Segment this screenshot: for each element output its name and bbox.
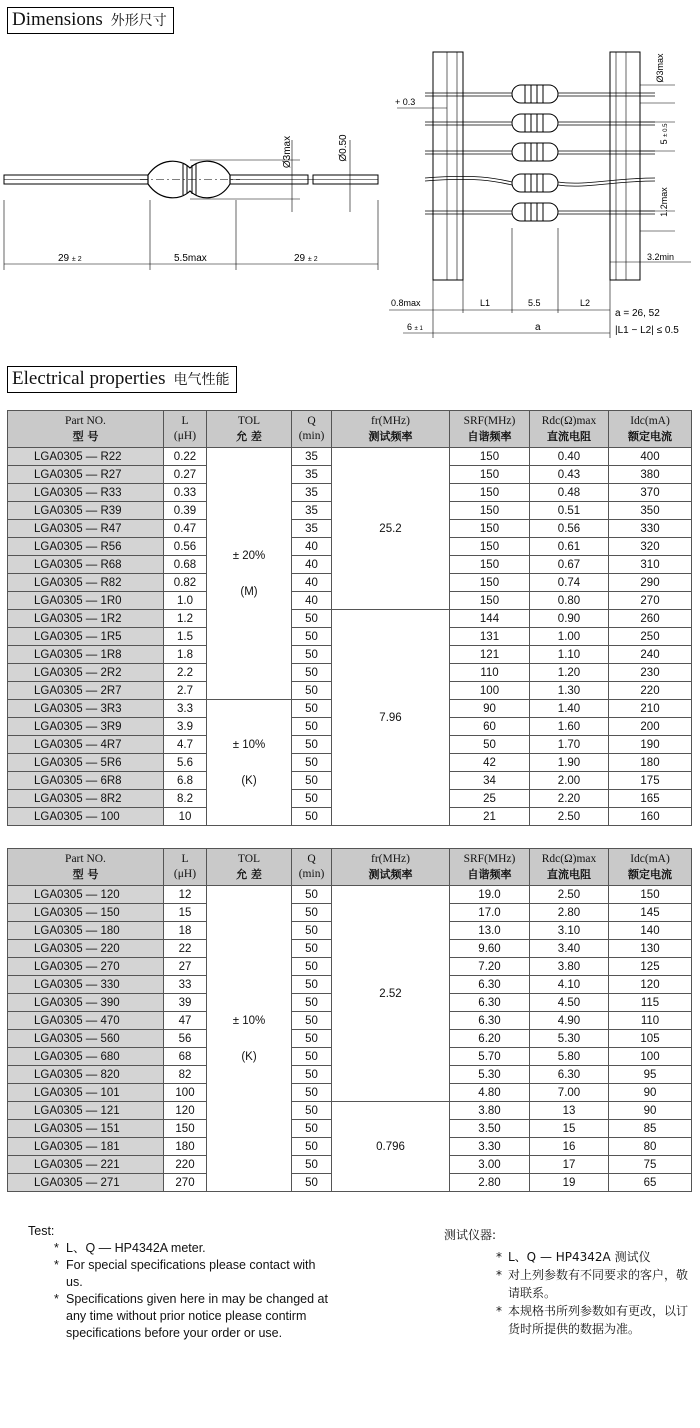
cell-rdc: 1.00 <box>530 628 609 646</box>
cell-q: 50 <box>292 940 332 958</box>
cell-q: 40 <box>292 538 332 556</box>
cell-idc: 175 <box>609 772 692 790</box>
header-rdc: Rdc(Ω)max 直流电阻 <box>530 411 609 448</box>
header-srf: SRF(MHz) 自谐频率 <box>450 411 530 448</box>
cell-q: 50 <box>292 1048 332 1066</box>
cell-q: 50 <box>292 736 332 754</box>
cell-idc: 100 <box>609 1048 692 1066</box>
cell-idc: 130 <box>609 940 692 958</box>
cell-inductance: 22 <box>164 940 207 958</box>
table-row <box>8 886 692 904</box>
cell-idc: 85 <box>609 1120 692 1138</box>
cell-rdc: 1.20 <box>530 664 609 682</box>
test-notes-title-cn: 测试仪器: <box>444 1228 497 1242</box>
header-fr: fr(MHz) 测试频率 <box>332 411 450 448</box>
cell-q: 50 <box>292 808 332 826</box>
header-srf: SRF(MHz) 自谐频率 <box>450 849 530 886</box>
cell-srf: 6.20 <box>450 1030 530 1048</box>
cell-srf: 6.30 <box>450 976 530 994</box>
cell-idc: 210 <box>609 700 692 718</box>
cell-srf: 4.80 <box>450 1084 530 1102</box>
cell-q: 50 <box>292 958 332 976</box>
electrical-title <box>7 366 237 393</box>
cell-part-no: LGA0305 — 151 <box>8 1120 164 1138</box>
cell-rdc: 0.80 <box>530 592 609 610</box>
cell-srf: 21 <box>450 808 530 826</box>
cell-inductance: 82 <box>164 1066 207 1084</box>
cell-part-no: LGA0305 — R39 <box>8 502 164 520</box>
cell-inductance: 39 <box>164 994 207 1012</box>
cell-rdc: 0.61 <box>530 538 609 556</box>
cell-idc: 115 <box>609 994 692 1012</box>
cell-idc: 95 <box>609 1066 692 1084</box>
cell-srf: 7.20 <box>450 958 530 976</box>
cell-rdc: 0.43 <box>530 466 609 484</box>
cell-inductance: 8.2 <box>164 790 207 808</box>
cell-tolerance: ± 10% (K) <box>207 700 292 826</box>
cell-part-no: LGA0305 — 6R8 <box>8 772 164 790</box>
cell-idc: 350 <box>609 502 692 520</box>
cell-q: 50 <box>292 1012 332 1030</box>
cell-rdc: 2.50 <box>530 808 609 826</box>
dimension-drawing-taping <box>385 38 695 343</box>
cell-part-no: LGA0305 — 820 <box>8 1066 164 1084</box>
cell-inductance: 270 <box>164 1174 207 1192</box>
cell-rdc: 0.67 <box>530 556 609 574</box>
cell-idc: 240 <box>609 646 692 664</box>
cell-inductance: 3.3 <box>164 700 207 718</box>
note-a-values: a = 26, 52 <box>615 308 660 319</box>
cell-rdc: 1.30 <box>530 682 609 700</box>
cell-rdc: 5.30 <box>530 1030 609 1048</box>
cell-rdc: 4.10 <box>530 976 609 994</box>
cell-part-no: LGA0305 — 3R9 <box>8 718 164 736</box>
header-fr: fr(MHz) 测试频率 <box>332 849 450 886</box>
cell-srf: 34 <box>450 772 530 790</box>
cell-idc: 230 <box>609 664 692 682</box>
cell-inductance: 0.68 <box>164 556 207 574</box>
cell-inductance: 1.8 <box>164 646 207 664</box>
cell-idc: 180 <box>609 754 692 772</box>
cell-srf: 150 <box>450 574 530 592</box>
cell-srf: 150 <box>450 556 530 574</box>
dim-l2: L2 <box>580 298 591 308</box>
cell-srf: 150 <box>450 502 530 520</box>
cell-q: 50 <box>292 772 332 790</box>
cell-srf: 150 <box>450 592 530 610</box>
cell-srf: 150 <box>450 520 530 538</box>
cell-part-no: LGA0305 — 1R8 <box>8 646 164 664</box>
cell-inductance: 0.39 <box>164 502 207 520</box>
cell-q: 35 <box>292 466 332 484</box>
dim-lead-diameter: Ø0.50 <box>338 134 349 162</box>
cell-q: 50 <box>292 1174 332 1192</box>
table-header-row <box>8 849 692 886</box>
cell-idc: 320 <box>609 538 692 556</box>
cell-inductance: 0.33 <box>164 484 207 502</box>
cell-rdc: 15 <box>530 1120 609 1138</box>
table-row <box>8 1102 692 1120</box>
cell-part-no: LGA0305 — R22 <box>8 448 164 466</box>
cell-part-no: LGA0305 — 150 <box>8 904 164 922</box>
cell-inductance: 27 <box>164 958 207 976</box>
cell-rdc: 7.00 <box>530 1084 609 1102</box>
header-l: L (μH) <box>164 411 207 448</box>
cell-q: 35 <box>292 448 332 466</box>
note-item: * For special specifications please contact with us. <box>54 1258 316 1289</box>
cell-part-no: LGA0305 — 2R2 <box>8 664 164 682</box>
cell-part-no: LGA0305 — R68 <box>8 556 164 574</box>
cell-test-frequency: 25.2 <box>332 448 450 610</box>
cell-idc: 125 <box>609 958 692 976</box>
cell-idc: 370 <box>609 484 692 502</box>
cell-srf: 19.0 <box>450 886 530 904</box>
cell-rdc: 1.10 <box>530 646 609 664</box>
cell-q: 50 <box>292 1120 332 1138</box>
cell-inductance: 1.0 <box>164 592 207 610</box>
cell-part-no: LGA0305 — 2R7 <box>8 682 164 700</box>
cell-part-no: LGA0305 — 180 <box>8 922 164 940</box>
cell-rdc: 0.56 <box>530 520 609 538</box>
cell-q: 50 <box>292 610 332 628</box>
cell-rdc: 2.20 <box>530 790 609 808</box>
cell-inductance: 180 <box>164 1138 207 1156</box>
cell-inductance: 0.22 <box>164 448 207 466</box>
cell-q: 50 <box>292 718 332 736</box>
cell-part-no: LGA0305 — 181 <box>8 1138 164 1156</box>
cell-idc: 220 <box>609 682 692 700</box>
cell-part-no: LGA0305 — 390 <box>8 994 164 1012</box>
cell-rdc: 2.50 <box>530 886 609 904</box>
cell-srf: 150 <box>450 466 530 484</box>
cell-rdc: 4.90 <box>530 1012 609 1030</box>
cell-q: 50 <box>292 1156 332 1174</box>
cell-q: 35 <box>292 484 332 502</box>
cell-test-frequency: 7.96 <box>332 610 450 826</box>
cell-srf: 3.80 <box>450 1102 530 1120</box>
dim-lead-right: 29 ± 2 <box>294 253 318 264</box>
cell-part-no: LGA0305 — 120 <box>8 886 164 904</box>
dim-a: a <box>535 322 541 333</box>
table-row <box>8 448 692 466</box>
test-notes-cn <box>444 1226 694 1338</box>
cell-part-no: LGA0305 — 121 <box>8 1102 164 1120</box>
cell-idc: 260 <box>609 610 692 628</box>
cell-inductance: 2.2 <box>164 664 207 682</box>
cell-srf: 3.50 <box>450 1120 530 1138</box>
cell-tolerance: ± 20% (M) <box>207 448 292 700</box>
cell-rdc: 1.90 <box>530 754 609 772</box>
cell-inductance: 0.82 <box>164 574 207 592</box>
cell-rdc: 0.40 <box>530 448 609 466</box>
dim-tape-diameter: Ø3max <box>655 53 665 83</box>
dimension-drawing-left <box>0 100 390 280</box>
cell-part-no: LGA0305 — R47 <box>8 520 164 538</box>
cell-part-no: LGA0305 — 470 <box>8 1012 164 1030</box>
cell-part-no: LGA0305 — 1R5 <box>8 628 164 646</box>
table-header-row <box>8 411 692 448</box>
cell-q: 50 <box>292 1084 332 1102</box>
cell-inductance: 4.7 <box>164 736 207 754</box>
cell-srf: 121 <box>450 646 530 664</box>
cell-tolerance: ± 10% (K) <box>207 886 292 1192</box>
dim-body-length-tape: 5.5 <box>528 298 541 308</box>
cell-q: 50 <box>292 1066 332 1084</box>
dimensions-title-en: Dimensions <box>12 9 103 30</box>
cell-part-no: LGA0305 — 270 <box>8 958 164 976</box>
test-notes-title: Test: <box>28 1224 55 1238</box>
cell-idc: 150 <box>609 886 692 904</box>
cell-test-frequency: 0.796 <box>332 1102 450 1192</box>
note-item-cn: * 本规格书所列参数如有更改，以订货时所提供的数据为准。 <box>496 1304 689 1336</box>
cell-idc: 90 <box>609 1102 692 1120</box>
cell-idc: 200 <box>609 718 692 736</box>
cell-srf: 90 <box>450 700 530 718</box>
cell-idc: 250 <box>609 628 692 646</box>
cell-idc: 380 <box>609 466 692 484</box>
dim-body-diameter: Ø3max <box>282 135 293 169</box>
cell-q: 50 <box>292 646 332 664</box>
cell-srf: 6.30 <box>450 1012 530 1030</box>
note-item: * Specifications given here in may be changed at any time without prior notice please contirm specifications before your order or use. <box>54 1292 328 1340</box>
cell-q: 40 <box>292 574 332 592</box>
cell-part-no: LGA0305 — R56 <box>8 538 164 556</box>
cell-srf: 13.0 <box>450 922 530 940</box>
cell-inductance: 18 <box>164 922 207 940</box>
cell-idc: 140 <box>609 922 692 940</box>
cell-srf: 2.80 <box>450 1174 530 1192</box>
header-tol: TOL 允 差 <box>207 411 292 448</box>
cell-srf: 110 <box>450 664 530 682</box>
cell-part-no: LGA0305 — 1R2 <box>8 610 164 628</box>
cell-idc: 290 <box>609 574 692 592</box>
header-tol: TOL 允 差 <box>207 849 292 886</box>
cell-q: 50 <box>292 994 332 1012</box>
note-l-difference: |L1 − L2| ≤ 0.5 <box>615 325 679 336</box>
header-part: Part NO. 型 号 <box>8 411 164 448</box>
cell-idc: 105 <box>609 1030 692 1048</box>
cell-part-no: LGA0305 — 1R0 <box>8 592 164 610</box>
note-item-cn: * L、Q — HP4342A 测试仪 <box>496 1250 651 1264</box>
header-q: Q (min) <box>292 849 332 886</box>
dimensions-title-cn: 外形尺寸 <box>110 13 167 29</box>
cell-srf: 150 <box>450 448 530 466</box>
cell-q: 35 <box>292 502 332 520</box>
electrical-table-2 <box>7 848 692 1192</box>
cell-inductance: 120 <box>164 1102 207 1120</box>
cell-srf: 3.30 <box>450 1138 530 1156</box>
electrical-title-cn: 电气性能 <box>173 372 230 388</box>
cell-idc: 75 <box>609 1156 692 1174</box>
cell-part-no: LGA0305 — 4R7 <box>8 736 164 754</box>
cell-idc: 270 <box>609 592 692 610</box>
cell-srf: 17.0 <box>450 904 530 922</box>
cell-rdc: 17 <box>530 1156 609 1174</box>
cell-part-no: LGA0305 — R27 <box>8 466 164 484</box>
cell-q: 50 <box>292 904 332 922</box>
cell-rdc: 2.80 <box>530 904 609 922</box>
cell-idc: 400 <box>609 448 692 466</box>
header-rdc: Rdc(Ω)max 直流电阻 <box>530 849 609 886</box>
header-idc: Idc(mA) 额定电流 <box>609 849 692 886</box>
cell-srf: 42 <box>450 754 530 772</box>
dim-gap: 0.8max <box>391 298 421 308</box>
cell-q: 35 <box>292 520 332 538</box>
cell-part-no: LGA0305 — 100 <box>8 808 164 826</box>
header-part: Part NO. 型 号 <box>8 849 164 886</box>
cell-idc: 120 <box>609 976 692 994</box>
cell-srf: 25 <box>450 790 530 808</box>
cell-part-no: LGA0305 — 221 <box>8 1156 164 1174</box>
cell-part-no: LGA0305 — 3R3 <box>8 700 164 718</box>
cell-idc: 65 <box>609 1174 692 1192</box>
cell-inductance: 68 <box>164 1048 207 1066</box>
cell-srf: 150 <box>450 484 530 502</box>
cell-inductance: 3.9 <box>164 718 207 736</box>
cell-q: 50 <box>292 754 332 772</box>
cell-rdc: 5.80 <box>530 1048 609 1066</box>
cell-srf: 100 <box>450 682 530 700</box>
cell-inductance: 5.6 <box>164 754 207 772</box>
cell-part-no: LGA0305 — 5R6 <box>8 754 164 772</box>
cell-inductance: 33 <box>164 976 207 994</box>
cell-q: 50 <box>292 922 332 940</box>
cell-inductance: 0.56 <box>164 538 207 556</box>
cell-srf: 6.30 <box>450 994 530 1012</box>
cell-srf: 131 <box>450 628 530 646</box>
cell-srf: 150 <box>450 538 530 556</box>
cell-rdc: 0.51 <box>530 502 609 520</box>
note-item-cn: * 对上列参数有不同要求的客户，敬请联系。 <box>496 1268 689 1300</box>
electrical-title-en: Electrical properties <box>12 368 166 389</box>
cell-q: 50 <box>292 700 332 718</box>
cell-rdc: 0.48 <box>530 484 609 502</box>
cell-q: 50 <box>292 886 332 904</box>
cell-part-no: LGA0305 — 330 <box>8 976 164 994</box>
cell-idc: 90 <box>609 1084 692 1102</box>
cell-idc: 330 <box>609 520 692 538</box>
dimensions-title <box>7 7 174 34</box>
cell-srf: 5.30 <box>450 1066 530 1084</box>
cell-part-no: LGA0305 — 560 <box>8 1030 164 1048</box>
cell-rdc: 6.30 <box>530 1066 609 1084</box>
cell-idc: 190 <box>609 736 692 754</box>
cell-inductance: 2.7 <box>164 682 207 700</box>
cell-inductance: 220 <box>164 1156 207 1174</box>
cell-inductance: 0.47 <box>164 520 207 538</box>
dim-l1: L1 <box>480 298 491 308</box>
cell-rdc: 16 <box>530 1138 609 1156</box>
cell-q: 50 <box>292 790 332 808</box>
cell-inductance: 12 <box>164 886 207 904</box>
cell-rdc: 0.74 <box>530 574 609 592</box>
cell-inductance: 150 <box>164 1120 207 1138</box>
table-row <box>8 610 692 628</box>
cell-rdc: 4.50 <box>530 994 609 1012</box>
cell-rdc: 3.40 <box>530 940 609 958</box>
cell-rdc: 3.80 <box>530 958 609 976</box>
dim-lead-left: 29 ± 2 <box>58 253 82 264</box>
cell-rdc: 13 <box>530 1102 609 1120</box>
dim-body-length: 5.5max <box>174 253 207 264</box>
cell-q: 50 <box>292 628 332 646</box>
cell-q: 50 <box>292 682 332 700</box>
cell-q: 40 <box>292 592 332 610</box>
test-notes-en <box>28 1223 328 1342</box>
cell-q: 50 <box>292 1138 332 1156</box>
cell-q: 50 <box>292 976 332 994</box>
cell-part-no: LGA0305 — 271 <box>8 1174 164 1192</box>
cell-part-no: LGA0305 — 8R2 <box>8 790 164 808</box>
cell-idc: 165 <box>609 790 692 808</box>
cell-inductance: 6.8 <box>164 772 207 790</box>
cell-rdc: 1.60 <box>530 718 609 736</box>
cell-rdc: 19 <box>530 1174 609 1192</box>
cell-test-frequency: 2.52 <box>332 886 450 1102</box>
dim-edge: 6 ± 1 <box>407 322 423 332</box>
cell-srf: 5.70 <box>450 1048 530 1066</box>
cell-idc: 80 <box>609 1138 692 1156</box>
cell-inductance: 10 <box>164 808 207 826</box>
cell-part-no: LGA0305 — 101 <box>8 1084 164 1102</box>
cell-rdc: 0.90 <box>530 610 609 628</box>
cell-part-no: LGA0305 — 220 <box>8 940 164 958</box>
dim-off-alignment: 1.2max <box>659 187 669 217</box>
cell-srf: 144 <box>450 610 530 628</box>
cell-idc: 145 <box>609 904 692 922</box>
cell-idc: 310 <box>609 556 692 574</box>
cell-inductance: 0.27 <box>164 466 207 484</box>
cell-part-no: LGA0305 — R33 <box>8 484 164 502</box>
dim-tape-width: 3.2min <box>647 252 675 262</box>
cell-rdc: 2.00 <box>530 772 609 790</box>
cell-q: 50 <box>292 1030 332 1048</box>
cell-srf: 50 <box>450 736 530 754</box>
cell-inductance: 1.2 <box>164 610 207 628</box>
cell-inductance: 100 <box>164 1084 207 1102</box>
header-l: L (μH) <box>164 849 207 886</box>
note-item: * L、Q — HP4342A meter. <box>54 1241 206 1255</box>
cell-idc: 160 <box>609 808 692 826</box>
header-q: Q (min) <box>292 411 332 448</box>
cell-inductance: 15 <box>164 904 207 922</box>
cell-rdc: 1.70 <box>530 736 609 754</box>
cell-rdc: 1.40 <box>530 700 609 718</box>
dim-pitch: 5 ± 0.5 <box>659 123 669 145</box>
dim-offset: + 0.3 <box>395 97 416 107</box>
cell-inductance: 56 <box>164 1030 207 1048</box>
cell-idc: 110 <box>609 1012 692 1030</box>
cell-srf: 9.60 <box>450 940 530 958</box>
cell-rdc: 3.10 <box>530 922 609 940</box>
cell-part-no: LGA0305 — 680 <box>8 1048 164 1066</box>
cell-inductance: 47 <box>164 1012 207 1030</box>
cell-srf: 3.00 <box>450 1156 530 1174</box>
electrical-table-1 <box>7 410 692 826</box>
cell-q: 40 <box>292 556 332 574</box>
cell-q: 50 <box>292 664 332 682</box>
cell-q: 50 <box>292 1102 332 1120</box>
header-idc: Idc(mA) 额定电流 <box>609 411 692 448</box>
cell-inductance: 1.5 <box>164 628 207 646</box>
cell-srf: 60 <box>450 718 530 736</box>
cell-part-no: LGA0305 — R82 <box>8 574 164 592</box>
